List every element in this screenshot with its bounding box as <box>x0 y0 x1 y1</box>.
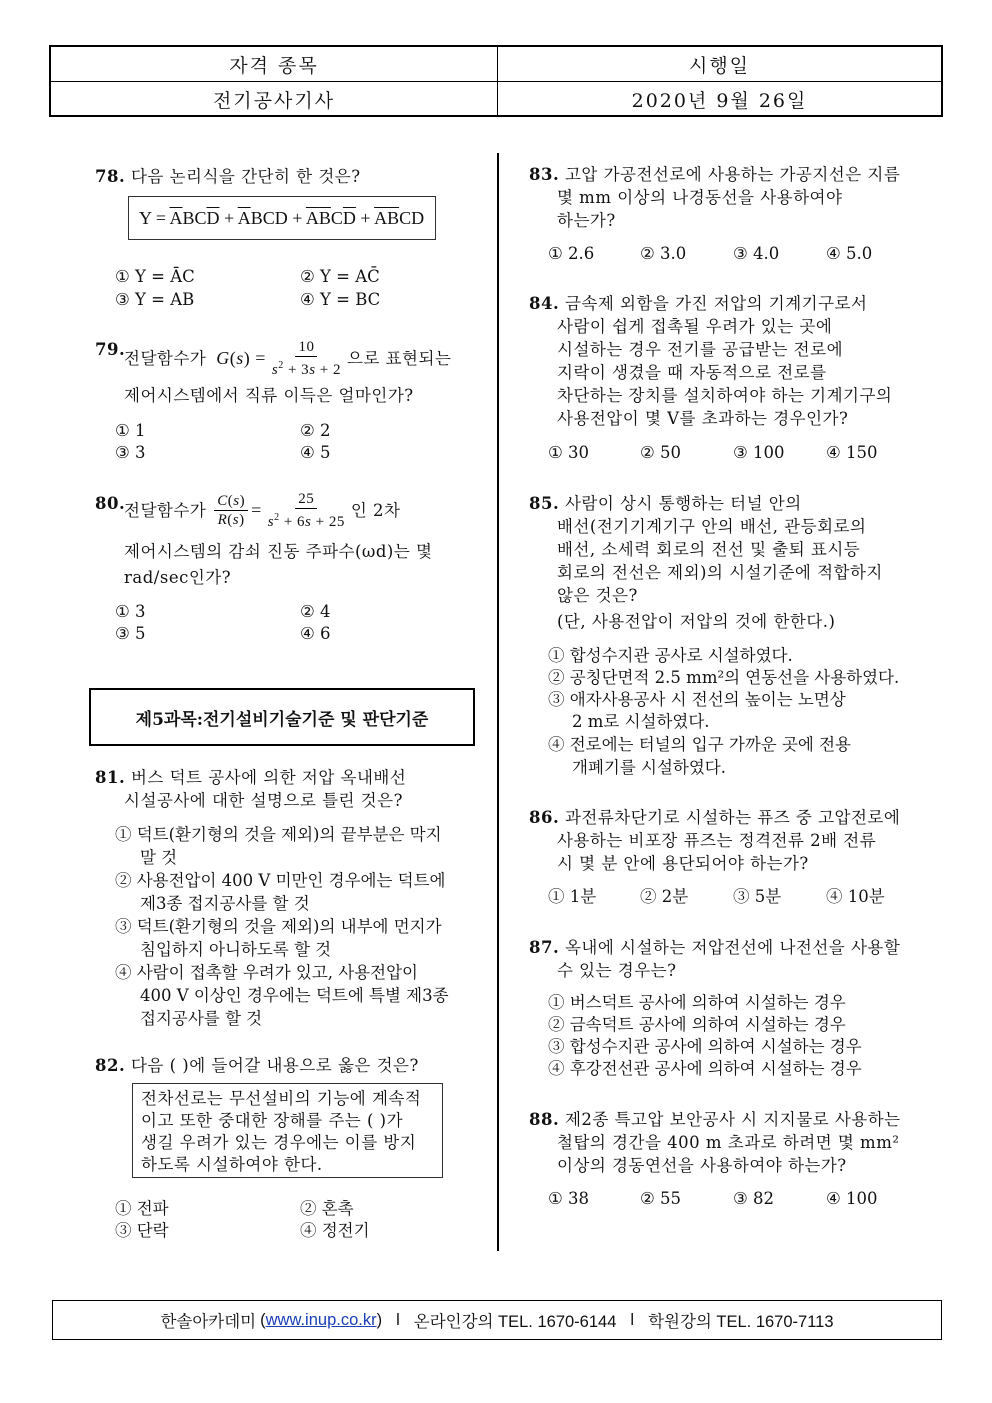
equals-sign: = <box>251 500 262 520</box>
question-line: 제2종 특고압 보안공사 시 지지물로 사용하는 <box>564 1110 901 1129</box>
question-line: 버스 덕트 공사에 의한 저압 옥내배선 <box>130 768 407 787</box>
question-line: 몇 mm 이상의 나경동선을 사용하여야 <box>557 188 843 207</box>
option-1[interactable]: ① 30 <box>548 443 590 462</box>
online-phone: 온라인강의 TEL. 1670-6144 <box>413 1313 617 1331</box>
question-line: 옥내에 시설하는 저압전선에 나전선을 사용할 <box>564 938 901 957</box>
paren-close: ) <box>376 1310 383 1329</box>
question-85 <box>529 492 802 515</box>
question-line: 회로의 전선은 제외)의 시설기준에 적합하지 <box>557 563 883 582</box>
question-number: 84. <box>529 294 560 313</box>
option-1[interactable]: ① 덕트(환기형의 것을 제외)의 끝부분은 막지 <box>115 825 442 844</box>
academy-name: 한솔아카데미 <box>160 1313 257 1331</box>
question-line: 사용하는 비포장 퓨즈는 정격전류 2배 전류 <box>557 831 877 850</box>
option-4[interactable]: ④ 5.0 <box>826 244 873 263</box>
option-4[interactable]: ④ 10분 <box>826 887 885 906</box>
question-78 <box>95 165 361 188</box>
option-2[interactable]: ② 4 <box>300 602 331 621</box>
option-1[interactable]: ① 버스덕트 공사에 의하여 시설하는 경우 <box>548 993 846 1012</box>
question-line: 않은 것은? <box>557 586 638 605</box>
option-1[interactable]: ① 1 <box>115 421 146 440</box>
passage-box <box>132 1083 443 1178</box>
question-line: 시설하는 경우 전기를 공급받는 전로에 <box>557 340 844 359</box>
transfer-function-fraction: $\frac{10}{s^2 + 3s + 2}$ <box>271 339 341 378</box>
option-3[interactable]: ③ 덕트(환기형의 것을 제외)의 내부에 먼지가 <box>115 917 442 936</box>
option-2[interactable]: ② 2 <box>300 421 331 440</box>
academy-website-link[interactable]: www.inup.co.kr <box>265 1310 377 1329</box>
question-number: 86. <box>529 808 560 827</box>
question-88 <box>529 1108 901 1131</box>
exam-date: 2020년 9월 26일 <box>631 89 808 112</box>
option-3[interactable]: ③ 합성수지관 공사에 의하여 시설하는 경우 <box>548 1037 862 1056</box>
question-line: 사용전압이 몇 V를 초과하는 경우인가? <box>557 409 849 428</box>
question-80 <box>95 492 125 515</box>
question-84 <box>529 292 867 315</box>
question-number: 82. <box>95 1056 126 1075</box>
logic-expression: $Y = \overline{A}BC\overline{D} + \overline{A}BCD + \overline{A}\overline{B}C\overline{D} + \overline{A}\overline{B}CD$ <box>139 207 425 228</box>
question-number: 88. <box>529 1110 560 1129</box>
option-4[interactable]: ④ 정전기 <box>300 1221 370 1240</box>
question-80-line3: rad/sec인가? <box>124 568 232 587</box>
option-2[interactable]: ② 사용전압이 400 V 미만인 경우에는 덕트에 <box>115 871 446 890</box>
option-4-cont[interactable]: 개폐기를 시설하였다. <box>572 758 726 777</box>
question-line: 금속제 외함을 가진 저압의 기계기구로서 <box>564 294 868 313</box>
text-prefix: 전달함수가 <box>124 501 207 520</box>
option-3-cont[interactable]: 침입하지 아니하도록 할 것 <box>140 940 332 959</box>
option-2[interactable]: ② 금속덕트 공사에 의하여 시설하는 경우 <box>548 1015 846 1034</box>
offline-phone: 학원강의 TEL. 1670-7113 <box>648 1313 834 1331</box>
option-3[interactable]: ③ Y = AB <box>115 290 195 309</box>
option-1[interactable]: ① 2.6 <box>548 244 595 263</box>
paren-open: ( <box>260 1310 266 1329</box>
option-1[interactable]: ① 38 <box>548 1189 590 1208</box>
question-83 <box>529 163 900 186</box>
question-80-text <box>124 490 400 531</box>
question-number: 85. <box>529 494 560 513</box>
subject-heading: 제5과목:전기설비기술기준 및 판단기준 <box>89 688 475 746</box>
question-number: 78. <box>95 167 126 186</box>
option-1[interactable]: ① 합성수지관 공사로 시설하였다. <box>548 646 793 665</box>
passage-line: 전차선로는 무선설비의 기능에 계속적 <box>141 1089 422 1108</box>
question-number: 81. <box>95 768 126 787</box>
separator: l <box>396 1310 400 1329</box>
question-line: 지락이 생겼을 때 자동적으로 전로를 <box>557 363 827 382</box>
header-col2-title: 시행일 <box>688 54 751 77</box>
question-number: 79. <box>95 340 126 359</box>
option-4[interactable]: ④ 사람이 접촉할 우려가 있고, 사용전압이 <box>115 963 418 982</box>
question-line: 이상의 경동연선을 사용하여야 하는가? <box>557 1156 847 1175</box>
question-text: 다음 논리식을 간단히 한 것은? <box>130 167 361 186</box>
question-line: 수 있는 경우는? <box>557 961 677 980</box>
option-4[interactable]: ④ 후강전선관 공사에 의하여 시설하는 경우 <box>548 1059 862 1078</box>
footer-banner <box>52 1300 942 1340</box>
question-79 <box>95 338 125 361</box>
option-3[interactable]: ③ 5 <box>115 624 146 643</box>
question-86 <box>529 806 900 829</box>
option-4[interactable]: ④ 전로에는 터널의 입구 가까운 곳에 전용 <box>548 735 851 754</box>
option-2[interactable]: ② 혼촉 <box>300 1199 354 1218</box>
transfer-ratio-fraction: $\frac{C(s)}{R(s)}$ <box>214 492 248 529</box>
option-4[interactable]: ④ 150 <box>826 443 878 462</box>
text-suffix: 인 2차 <box>350 501 401 520</box>
question-82 <box>95 1054 419 1077</box>
option-3[interactable]: ③ 100 <box>733 443 785 462</box>
option-3-cont[interactable]: 2 m로 시설하였다. <box>572 712 710 731</box>
question-number: 87. <box>529 938 560 957</box>
option-4[interactable]: ④ 6 <box>300 624 331 643</box>
option-4[interactable]: ④ Y = BC <box>300 290 381 309</box>
option-4[interactable]: ④ 100 <box>826 1189 878 1208</box>
option-1[interactable]: ① Y = ĀC <box>115 267 195 286</box>
math-paren: (s) = <box>229 348 266 368</box>
question-81 <box>95 766 406 789</box>
question-79-text <box>124 338 451 379</box>
option-2[interactable]: ② Y = AC̄ <box>300 267 380 286</box>
option-3[interactable]: ③ 5분 <box>733 887 782 906</box>
option-2[interactable]: ② 55 <box>640 1189 682 1208</box>
option-2-cont[interactable]: 제3종 접지공사를 할 것 <box>140 894 310 913</box>
text-prefix: 전달함수가 <box>124 349 207 368</box>
question-line: 사람이 상시 통행하는 터널 안의 <box>564 494 802 513</box>
question-note: (단, 사용전압이 저압의 것에 한한다.) <box>557 612 836 631</box>
option-1-cont[interactable]: 말 것 <box>140 848 178 867</box>
question-line: 시 몇 분 안에 용단되어야 하는가? <box>557 854 809 873</box>
question-number: 80. <box>95 494 126 513</box>
question-79-line2: 제어시스템에서 직류 이득은 얼마인가? <box>124 386 414 405</box>
option-3[interactable]: ③ 3 <box>115 443 146 462</box>
question-line: 배선(전기기계기구 안의 배선, 관등회로의 <box>557 517 867 536</box>
option-2[interactable]: ② 50 <box>640 443 682 462</box>
header-table <box>49 45 943 117</box>
question-line: 과전류차단기로 시설하는 퓨즈 중 고압전로에 <box>564 808 901 827</box>
option-3[interactable]: ③ 82 <box>733 1189 775 1208</box>
column-divider <box>497 153 499 1251</box>
question-line: 차단하는 장치를 설치하여야 하는 기계기구의 <box>557 386 893 405</box>
option-4[interactable]: ④ 5 <box>300 443 331 462</box>
transfer-function-fraction: $\frac{25}{s^2 + 6s + 25}$ <box>267 491 345 530</box>
question-line: 시설공사에 대한 설명으로 틀린 것은? <box>124 791 403 810</box>
passage-line: 이고 또한 중대한 장해를 주는 ( )가 <box>141 1111 404 1130</box>
option-3[interactable]: ③ 애자사용공사 시 전선의 높이는 노면상 <box>548 690 846 709</box>
option-4-cont2[interactable]: 접지공사를 할 것 <box>140 1009 263 1028</box>
question-line: 사람이 쉽게 접촉될 우려가 있는 곳에 <box>557 317 833 336</box>
separator: l <box>630 1310 635 1329</box>
logic-expression-box <box>128 196 436 240</box>
question-line: 고압 가공전선로에 사용하는 가공지선은 지름 <box>564 165 901 184</box>
passage-line: 하도록 시설하여야 한다. <box>141 1155 323 1174</box>
exam-subject: 전기공사기사 <box>51 82 498 116</box>
option-1[interactable]: ① 전파 <box>115 1199 169 1218</box>
option-1[interactable]: ① 1분 <box>548 887 597 906</box>
passage-line: 생길 우려가 있는 경우에는 이를 방지 <box>141 1133 417 1152</box>
question-text: 다음 ( )에 들어갈 내용으로 옳은 것은? <box>130 1056 419 1075</box>
question-line: 하는가? <box>557 211 616 230</box>
math-lhs: G <box>216 348 230 368</box>
option-4-cont[interactable]: 400 V 이상인 경우에는 덕트에 특별 제3종 <box>140 986 449 1005</box>
question-80-line2: 제어시스템의 감쇠 진동 주파수(ωd)는 몇 <box>124 542 433 561</box>
option-2[interactable]: ② 2분 <box>640 887 689 906</box>
option-2[interactable]: ② 3.0 <box>640 244 687 263</box>
question-87 <box>529 936 900 959</box>
text-suffix: 으로 표현되는 <box>347 349 452 368</box>
option-2[interactable]: ② 공칭단면적 2.5 mm²의 연동선을 사용하였다. <box>548 668 900 687</box>
option-3[interactable]: ③ 4.0 <box>733 244 780 263</box>
question-line: 철탑의 경간을 400 m 초과로 하려면 몇 mm² <box>557 1133 900 1152</box>
question-line: 배선, 소세력 회로의 전선 및 출퇴 표시등 <box>557 540 861 559</box>
question-number: 83. <box>529 165 560 184</box>
header-col1-title: 자격 종목 <box>51 47 498 81</box>
option-3[interactable]: ③ 단락 <box>115 1221 169 1240</box>
option-1[interactable]: ① 3 <box>115 602 146 621</box>
